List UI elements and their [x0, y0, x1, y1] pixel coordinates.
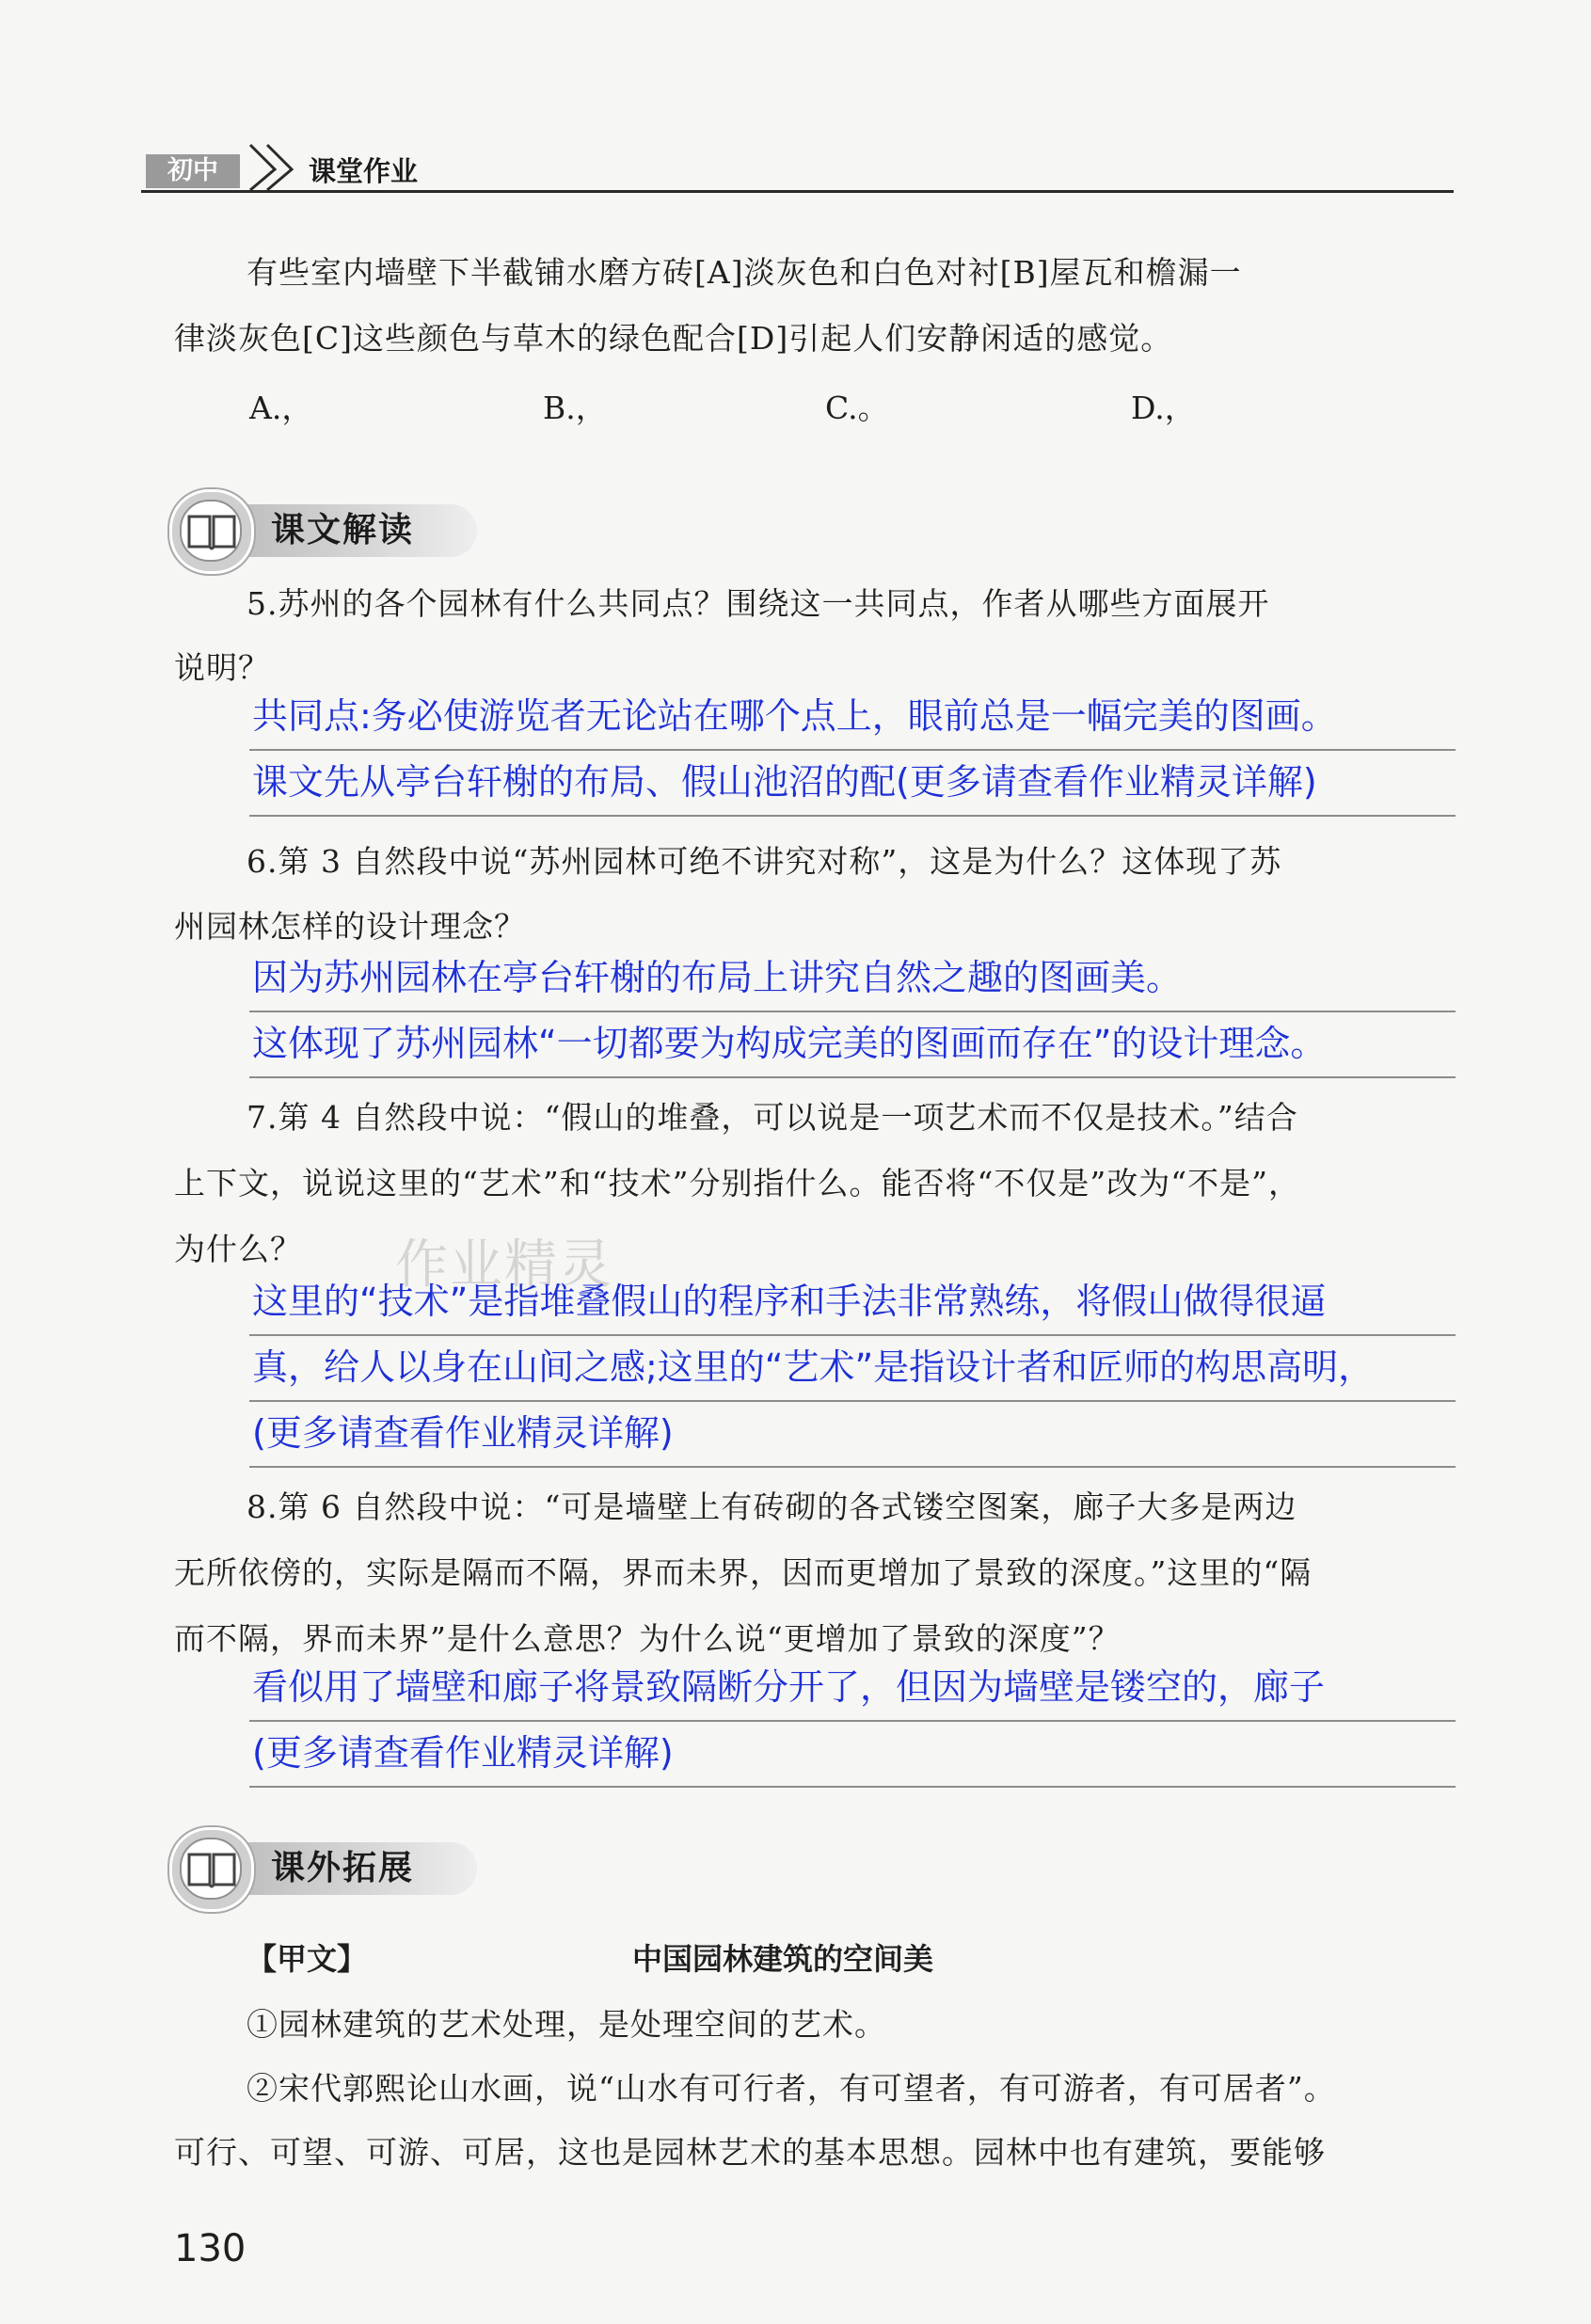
section-title-extension: 课外拓展	[271, 1849, 415, 1887]
q6-answer-2: 这体现了苏州园林“一切都要为构成完美的图画而存在”的设计理念。	[252, 1023, 1327, 1064]
header-rule	[141, 190, 1454, 193]
grade-label: 初中	[146, 154, 240, 188]
q5-line-2: 说明？	[174, 649, 270, 686]
q8-line-1: 8.第 6 自然段中说：“可是墙壁上有砖砌的各式镂空图案，廊子大多是两边	[247, 1488, 1297, 1525]
choice-a: A.，	[249, 390, 313, 426]
answer-rule	[249, 1466, 1456, 1468]
q8-answer-2: (更多请查看作业精灵详解)	[252, 1732, 674, 1774]
choice-b: B.，	[543, 390, 607, 426]
page-header	[141, 141, 1454, 194]
q6-line-2: 州园林怎样的设计理念？	[174, 908, 526, 945]
answer-rule	[249, 1786, 1456, 1788]
answer-rule	[249, 1400, 1456, 1402]
q8-answer-1: 看似用了墙壁和廊子将景致隔断分开了，但因为墙壁是镂空的，廊子	[252, 1666, 1326, 1708]
q4-line-1: 有些室内墙壁下半截铺水磨方砖[A]淡灰色和白色对衬[B]屋瓦和檐漏一	[247, 254, 1242, 291]
q6-line-1: 6.第 3 自然段中说“苏州园林可绝不讲究对称”，这是为什么？这体现了苏	[247, 843, 1282, 880]
q7-line-1: 7.第 4 自然段中说：“假山的堆叠，可以说是一项艺术而不仅是技术。”结合	[247, 1099, 1298, 1136]
answer-rule	[249, 1334, 1456, 1336]
watermark: 作业精灵	[395, 1234, 613, 1296]
q7-answer-1: 这里的“技术”是指堆叠假山的程序和手法非常熟练，将假山做得很逼	[252, 1281, 1327, 1322]
passage-paragraph-2-line-1: ②宋代郭熙论山水画，说“山水有可行者，有可望者，有可游者，有可居者”。	[247, 2070, 1336, 2107]
book-icon	[185, 509, 238, 554]
q7-line-3: 为什么？	[174, 1231, 302, 1267]
answer-rule	[249, 815, 1456, 817]
q5-line-1: 5.苏州的各个园林有什么共同点？围绕这一共同点，作者从哪些方面展开	[247, 585, 1270, 622]
answer-rule	[249, 1720, 1456, 1722]
section-badge-reading	[169, 482, 480, 568]
choice-d: D.，	[1131, 390, 1196, 426]
header-title: 课堂作业	[309, 155, 419, 187]
choice-c: C.。	[825, 390, 889, 426]
q4-line-2: 律淡灰色[C]这些颜色与草木的绿色配合[D]引起人们安静闲适的感觉。	[174, 320, 1173, 357]
section-badge-extension	[169, 1820, 480, 1906]
q7-line-2: 上下文，说说这里的“艺术”和“技术”分别指什么。能否将“不仅是”改为“不是”，	[174, 1165, 1300, 1202]
passage-title: 中国园林建筑的空间美	[632, 1941, 934, 1977]
section-title-reading: 课文解读	[271, 511, 415, 549]
q5-answer-2: 课文先从亭台轩榭的布局、假山池沼的配(更多请查看作业精灵详解)	[252, 761, 1317, 803]
book-icon	[185, 1847, 238, 1892]
q8-line-3: 而不隔，界而未界”是什么意思？为什么说“更增加了景致的深度”？	[174, 1620, 1121, 1657]
answer-rule	[249, 749, 1456, 751]
answer-rule	[249, 1076, 1456, 1078]
q8-line-2: 无所依傍的，实际是隔而不隔，界而未界，因而更增加了景致的深度。”这里的“隔	[174, 1554, 1313, 1591]
passage-paragraph-2-line-2: 可行、可望、可游、可居，这也是园林艺术的基本思想。园林中也有建筑，要能够	[174, 2134, 1326, 2171]
page-number: 130	[174, 2227, 247, 2270]
passage-tag: 【甲文】	[247, 1941, 368, 1977]
q5-answer-1: 共同点:务必使游览者无论站在哪个点上，眼前总是一幅完美的图画。	[252, 695, 1337, 737]
answer-rule	[249, 1011, 1456, 1012]
q7-answer-3: (更多请查看作业精灵详解)	[252, 1412, 674, 1454]
q6-answer-1: 因为苏州园林在亭台轩榭的布局上讲究自然之趣的图画美。	[252, 957, 1183, 998]
passage-paragraph-1: ①园林建筑的艺术处理，是处理空间的艺术。	[247, 2006, 886, 2043]
q7-answer-2: 真，给人以身在山间之感;这里的“艺术”是指设计者和匠师的构思高明，	[252, 1346, 1375, 1388]
double-chevron-icon	[243, 141, 309, 194]
